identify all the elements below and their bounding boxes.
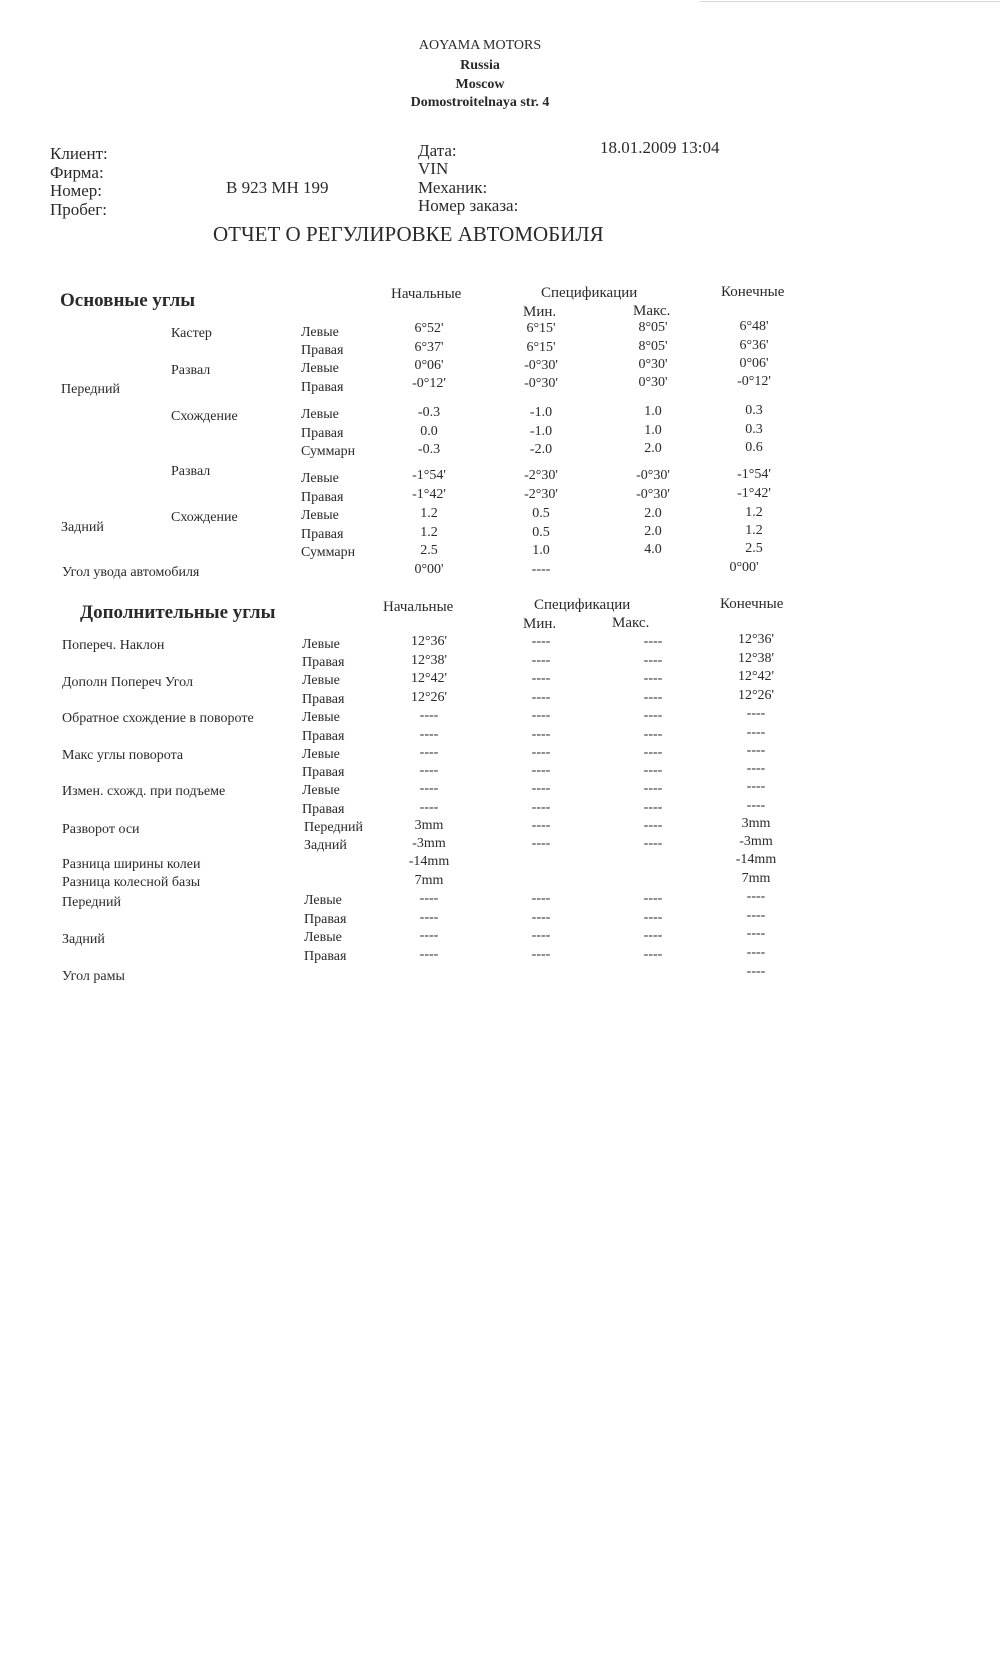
wheelbase-diff-label: Разница колесной базы xyxy=(62,875,201,890)
thrust-spec: ---- xyxy=(531,562,551,577)
extra-row-final: 12°42' xyxy=(737,669,775,684)
extra-row-initial: ---- xyxy=(419,891,439,906)
extra-row-max: ---- xyxy=(643,800,663,815)
sub-camber-rear: Развал xyxy=(171,464,211,479)
extra-row-initial: ---- xyxy=(419,708,439,723)
extra-row-min: ---- xyxy=(531,928,551,943)
extra-row-final: 12°38' xyxy=(737,651,775,666)
main-row-side: Правая xyxy=(301,426,344,441)
main-row-max: 8°05' xyxy=(638,320,668,335)
extra-row-side: Левые xyxy=(302,747,340,762)
extra-section-title: Дополнительные углы xyxy=(80,602,276,623)
main-row-initial: -0.3 xyxy=(417,442,441,457)
company-city: Moscow xyxy=(455,77,505,92)
main-row-side: Правая xyxy=(301,527,344,542)
sai-label: Попереч. Наклон xyxy=(62,638,165,653)
company-address: Domostroitelnaya str. 4 xyxy=(410,95,550,110)
main-row-initial: -1°54' xyxy=(412,468,446,483)
extra-row-min: ---- xyxy=(531,836,551,851)
number-value: B 923 MH 199 xyxy=(226,178,329,197)
main-row-max: 1.0 xyxy=(644,404,662,419)
main-row-final: -0°12' xyxy=(737,374,771,389)
extra-row-side: Левые xyxy=(304,893,342,908)
date-label: Дата: xyxy=(418,141,457,160)
extra-row-final: ---- xyxy=(746,889,766,904)
main-row-initial: 1.2 xyxy=(420,525,438,540)
extra-row-min: ---- xyxy=(531,800,551,815)
extra-row-initial: ---- xyxy=(419,727,439,742)
rear-label: Задний xyxy=(62,932,105,947)
extra-row-min: ---- xyxy=(531,818,551,833)
sub-caster: Кастер xyxy=(171,326,212,341)
extra-row-initial: ---- xyxy=(419,745,439,760)
front-label: Передний xyxy=(62,895,121,910)
extra-row-min: ---- xyxy=(531,763,551,778)
extra-row-final: ---- xyxy=(746,926,766,941)
extra-row-final: ---- xyxy=(746,779,766,794)
extra-row-max: ---- xyxy=(643,781,663,796)
main-row-max: 2.0 xyxy=(644,506,662,521)
main-row-initial: 1.2 xyxy=(420,506,438,521)
main-row-side: Правая xyxy=(301,343,344,358)
extra-row-max: ---- xyxy=(643,634,663,649)
main-row-max: 0°30' xyxy=(638,357,668,372)
wheelbase-diff-initial: 7mm xyxy=(414,873,444,888)
extra-row-final: -3mm xyxy=(739,834,773,849)
extra-row-final: ---- xyxy=(746,743,766,758)
main-col-initial: Начальные xyxy=(391,286,462,302)
main-row-final: 0.6 xyxy=(745,440,763,455)
extra-col-final: Конечные xyxy=(720,596,784,612)
extra-row-side: Правая xyxy=(302,765,345,780)
main-row-max: 1.0 xyxy=(644,423,662,438)
extra-row-min: ---- xyxy=(531,690,551,705)
main-row-final: 1.2 xyxy=(745,505,763,520)
track-diff-label: Разница ширины колеи xyxy=(62,857,201,872)
setback-label: Разворот оси xyxy=(62,822,140,837)
main-row-final: 6°36' xyxy=(739,338,769,353)
extra-col-initial: Начальные xyxy=(383,599,454,615)
main-row-max: 2.0 xyxy=(644,524,662,539)
extra-row-final: ---- xyxy=(746,945,766,960)
main-row-final: -1°42' xyxy=(737,486,771,501)
main-row-initial: -0°12' xyxy=(412,376,446,391)
main-row-final: 1.2 xyxy=(745,523,763,538)
track-diff-final: -14mm xyxy=(735,852,777,867)
main-row-initial: 6°37' xyxy=(414,340,444,355)
extra-row-max: ---- xyxy=(643,708,663,723)
thrust-final: 0°00' xyxy=(729,560,759,575)
sub-toe-front: Схождение xyxy=(171,409,238,424)
extra-row-final: 12°36' xyxy=(737,632,775,647)
extra-row-min: ---- xyxy=(531,634,551,649)
thrust-angle-label: Угол увода автомобиля xyxy=(62,565,200,580)
main-row-side: Левые xyxy=(301,407,339,422)
extra-row-initial: -3mm xyxy=(412,836,446,851)
extra-col-spec: Спецификации xyxy=(534,597,631,613)
extra-row-initial: ---- xyxy=(419,928,439,943)
group-rear: Задний xyxy=(61,520,104,535)
main-row-max: -0°30' xyxy=(636,468,670,483)
main-row-min: -1.0 xyxy=(529,405,553,420)
frame-angle-final: ---- xyxy=(746,964,766,979)
main-row-side: Левые xyxy=(301,361,339,376)
extra-row-max: ---- xyxy=(643,671,663,686)
extra-row-max: ---- xyxy=(643,818,663,833)
main-row-final: 2.5 xyxy=(745,541,763,556)
extra-row-initial: 12°36' xyxy=(410,634,448,649)
main-row-side: Суммарн xyxy=(301,444,356,459)
main-row-side: Левые xyxy=(301,325,339,340)
group-front: Передний xyxy=(61,382,120,397)
extra-row-final: 3mm xyxy=(741,816,771,831)
extra-row-max: ---- xyxy=(643,928,663,943)
main-section-title: Основные углы xyxy=(60,290,196,311)
extra-row-initial: 12°42' xyxy=(410,671,448,686)
main-row-min: -2°30' xyxy=(524,468,558,483)
extra-row-min: ---- xyxy=(531,727,551,742)
extra-row-max: ---- xyxy=(643,653,663,668)
extra-row-side: Левые xyxy=(302,637,340,652)
main-row-initial: -1°42' xyxy=(412,487,446,502)
scan-edge-top xyxy=(700,1,1000,2)
order-label: Номер заказа: xyxy=(418,196,519,215)
main-row-min: -2.0 xyxy=(529,442,553,457)
extra-row-max: ---- xyxy=(643,763,663,778)
main-row-min: 0.5 xyxy=(532,525,550,540)
main-col-spec: Спецификации xyxy=(541,285,638,301)
extra-row-final: ---- xyxy=(746,798,766,813)
toe-out-turns-label: Обратное схождение в повороте xyxy=(62,711,254,726)
extra-row-final: ---- xyxy=(746,706,766,721)
frame-angle-label: Угол рамы xyxy=(62,969,125,984)
extra-row-final: ---- xyxy=(746,908,766,923)
extra-col-min: Мин. xyxy=(523,616,557,632)
extra-row-max: ---- xyxy=(643,727,663,742)
extra-row-side: Правая xyxy=(304,912,347,927)
main-row-max: 2.0 xyxy=(644,441,662,456)
mileage-label: Пробег: xyxy=(50,200,107,219)
company-name: AOYAMA MOTORS xyxy=(418,38,542,53)
extra-row-final: ---- xyxy=(746,725,766,740)
company-country: Russia xyxy=(460,58,500,73)
vin-label: VIN xyxy=(418,159,449,178)
extra-row-initial: ---- xyxy=(419,910,439,925)
extra-row-max: ---- xyxy=(643,891,663,906)
extra-row-min: ---- xyxy=(531,653,551,668)
main-row-min: 0.5 xyxy=(532,506,550,521)
extra-row-final: 12°26' xyxy=(737,688,775,703)
extra-row-min: ---- xyxy=(531,745,551,760)
extra-row-initial: 12°38' xyxy=(410,653,448,668)
extra-row-max: ---- xyxy=(643,910,663,925)
extra-row-min: ---- xyxy=(531,781,551,796)
extra-row-side: Передний xyxy=(304,820,363,835)
main-row-max: 0°30' xyxy=(638,375,668,390)
extra-row-initial: 12°26' xyxy=(410,690,448,705)
extra-row-side: Левые xyxy=(302,783,340,798)
firm-label: Фирма: xyxy=(50,163,104,182)
mechanic-label: Механик: xyxy=(418,178,488,197)
extra-row-min: ---- xyxy=(531,708,551,723)
extra-col-max: Макс. xyxy=(612,615,650,631)
client-label: Клиент: xyxy=(50,144,108,163)
extra-row-max: ---- xyxy=(643,947,663,962)
thrust-initial: 0°00' xyxy=(414,562,444,577)
wheelbase-diff-final: 7mm xyxy=(741,871,771,886)
extra-row-min: ---- xyxy=(531,891,551,906)
extra-row-final: ---- xyxy=(746,761,766,776)
main-row-min: -1.0 xyxy=(529,424,553,439)
included-angle-label: Дополн Попереч Угол xyxy=(62,675,193,690)
main-row-side: Правая xyxy=(301,490,344,505)
extra-row-side: Правая xyxy=(302,655,345,670)
main-row-min: 6°15' xyxy=(526,321,556,336)
main-row-initial: 6°52' xyxy=(414,321,444,336)
extra-row-side: Левые xyxy=(302,673,340,688)
main-row-max: -0°30' xyxy=(636,487,670,502)
main-row-max: 8°05' xyxy=(638,339,668,354)
report-title: ОТЧЕТ О РЕГУЛИРОВКЕ АВТОМОБИЛЯ xyxy=(213,222,604,246)
main-row-initial: 0.0 xyxy=(420,424,438,439)
main-row-final: 6°48' xyxy=(739,319,769,334)
main-col-min: Мин. xyxy=(523,304,557,320)
main-row-side: Правая xyxy=(301,380,344,395)
number-label: Номер: xyxy=(50,181,102,200)
extra-row-initial: 3mm xyxy=(414,818,444,833)
main-row-final: -1°54' xyxy=(737,467,771,482)
extra-row-side: Правая xyxy=(304,949,347,964)
main-col-final: Конечные xyxy=(721,284,785,300)
extra-row-side: Правая xyxy=(302,729,345,744)
extra-row-side: Левые xyxy=(302,710,340,725)
main-row-final: 0.3 xyxy=(745,403,763,418)
bump-steer-label: Измен. схожд. при подъеме xyxy=(62,784,226,799)
main-row-min: -2°30' xyxy=(524,487,558,502)
extra-row-max: ---- xyxy=(643,690,663,705)
extra-row-side: Задний xyxy=(304,838,347,853)
extra-row-side: Правая xyxy=(302,692,345,707)
sub-toe-rear: Схождение xyxy=(171,510,238,525)
main-row-side: Левые xyxy=(301,508,339,523)
main-row-side: Левые xyxy=(301,471,339,486)
extra-row-initial: ---- xyxy=(419,763,439,778)
extra-row-initial: ---- xyxy=(419,800,439,815)
main-row-max: 4.0 xyxy=(644,542,662,557)
max-steer-label: Макс углы поворота xyxy=(62,748,184,763)
main-row-initial: 2.5 xyxy=(420,543,438,558)
extra-row-min: ---- xyxy=(531,947,551,962)
extra-row-side: Правая xyxy=(302,802,345,817)
extra-row-max: ---- xyxy=(643,745,663,760)
extra-row-side: Левые xyxy=(304,930,342,945)
main-row-min: -0°30' xyxy=(524,376,558,391)
main-row-min: 1.0 xyxy=(532,543,550,558)
sub-camber-front: Развал xyxy=(171,363,211,378)
main-row-min: 6°15' xyxy=(526,340,556,355)
extra-row-initial: ---- xyxy=(419,781,439,796)
extra-row-min: ---- xyxy=(531,910,551,925)
date-value: 18.01.2009 13:04 xyxy=(600,138,720,157)
main-row-final: 0°06' xyxy=(739,356,769,371)
main-row-final: 0.3 xyxy=(745,422,763,437)
extra-row-min: ---- xyxy=(531,671,551,686)
extra-row-initial: ---- xyxy=(419,947,439,962)
main-row-initial: -0.3 xyxy=(417,405,441,420)
track-diff-initial: -14mm xyxy=(408,854,450,869)
extra-row-max: ---- xyxy=(643,836,663,851)
main-row-min: -0°30' xyxy=(524,358,558,373)
main-row-initial: 0°06' xyxy=(414,358,444,373)
main-col-max: Макс. xyxy=(633,303,671,319)
main-row-side: Суммарн xyxy=(301,545,356,560)
